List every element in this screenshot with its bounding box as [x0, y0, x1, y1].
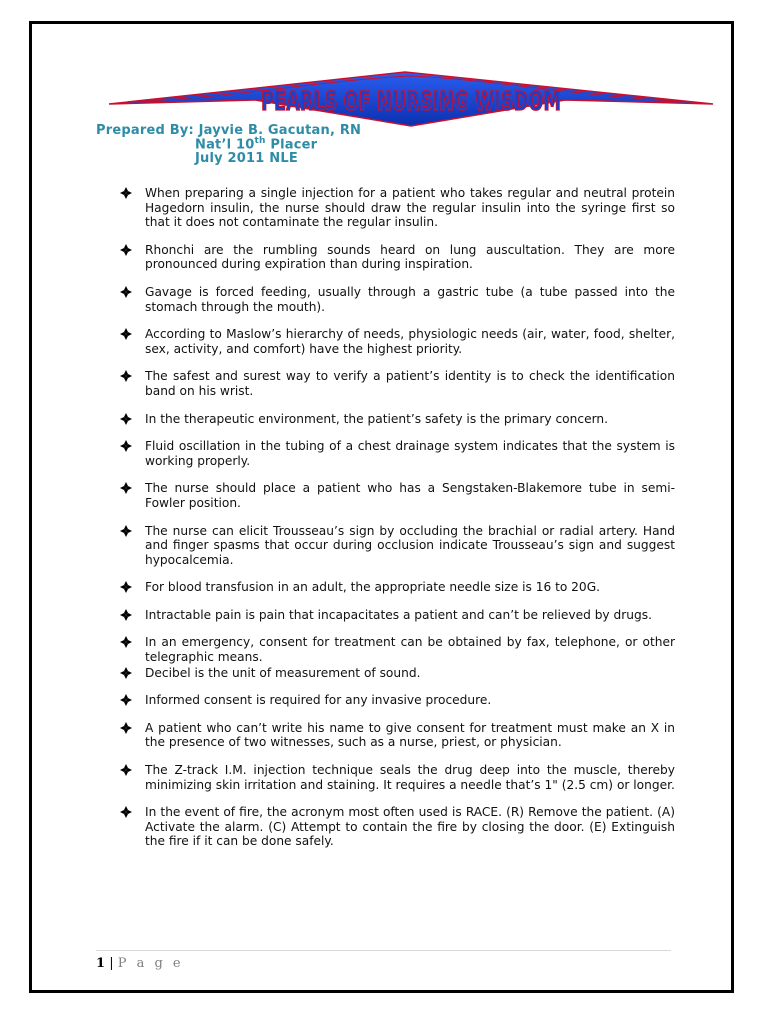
- placer-sup: th: [254, 136, 266, 146]
- diamond-bullet-icon: [119, 439, 133, 453]
- diamond-bullet-icon: [119, 666, 133, 680]
- list-item-text: Rhonchi are the rumbling sounds heard on lung auscultation. They are more pronounced during expiration than during inspiration.: [145, 242, 675, 272]
- list-item: [119, 693, 675, 708]
- wordart-text: PEARLS OF NURSING WISDOM: [261, 87, 561, 117]
- placer-line: [195, 136, 317, 152]
- list-item: [119, 524, 675, 568]
- list-item-text: In an emergency, consent for treatment can be obtained by fax, telephone, or other telegraphic means.: [145, 635, 675, 665]
- diamond-bullet-icon: [119, 693, 133, 707]
- list-item-text: The nurse can elicit Trousseau’s sign by occluding the brachial or radial artery. Hand and finger spasms that occur during occlusion indicate Trousseau’s sign and suggest hypocalcemia.: [145, 523, 675, 567]
- list-item: [119, 285, 675, 314]
- page-footer: [96, 956, 184, 971]
- list-item: [119, 580, 675, 595]
- list-item: [119, 481, 675, 510]
- list-item: [119, 369, 675, 398]
- diamond-bullet-icon: [119, 805, 133, 819]
- prepared-by-line: Prepared By: Jayvie B. Gacutan, RN: [96, 123, 362, 138]
- diamond-bullet-icon: [119, 327, 133, 341]
- list-item-text: The safest and surest way to verify a patient’s identity is to check the identification band on his wrist.: [145, 369, 675, 398]
- list-item-text: Gavage is forced feeding, usually through a gastric tube (a tube passed into the stomach through the mouth).: [145, 284, 675, 314]
- placer-suffix: Placer: [265, 137, 318, 153]
- diamond-bullet-icon: [119, 243, 133, 257]
- list-item-text: Informed consent is required for any invasive procedure.: [145, 693, 492, 708]
- list-item-text: When preparing a single injection for a patient who takes regular and neutral protein Hagedorn insulin, the nurse should draw the regular insulin into the syringe first so that it does not contaminate the regular insulin.: [145, 186, 675, 230]
- list-item-text: Intractable pain is pain that incapacitates a patient and can’t be relieved by drugs.: [145, 607, 652, 622]
- footer-divider: [96, 950, 671, 951]
- list-item-text: Fluid oscillation in the tubing of a chest drainage system indicates that the system is working properly.: [145, 439, 675, 468]
- list-item: [119, 327, 675, 356]
- diamond-bullet-icon: [119, 580, 133, 594]
- list-item: [119, 186, 675, 230]
- diamond-bullet-icon: [119, 721, 133, 735]
- footer-separator: |: [109, 956, 114, 971]
- list-item: [119, 721, 675, 750]
- list-item-text: According to Maslow’s hierarchy of needs, physiologic needs (air, water, food, shelter, sex, activity, and comfort) have the highest priority.: [145, 327, 675, 356]
- list-item: [119, 608, 675, 623]
- diamond-bullet-icon: [119, 635, 133, 649]
- diamond-bullet-icon: [119, 285, 133, 299]
- diamond-bullet-icon: [119, 524, 133, 538]
- list-item-text: The Z-track I.M. injection technique seals the drug deep into the muscle, thereby minimizing skin irritation and staining. It requires a needle that’s 1" (2.5 cm) or longer.: [145, 763, 675, 792]
- list-item-text: Decibel is the unit of measurement of sound.: [145, 665, 421, 680]
- diamond-bullet-icon: [119, 481, 133, 495]
- list-item: [119, 439, 675, 468]
- diamond-bullet-icon: [119, 608, 133, 622]
- exam-line: July 2011 NLE: [195, 151, 298, 166]
- diamond-bullet-icon: [119, 763, 133, 777]
- placer-prefix: Nat’l 10: [195, 137, 255, 153]
- list-item: [119, 635, 675, 664]
- tips-list: [119, 186, 675, 862]
- diamond-bullet-icon: [119, 412, 133, 426]
- page-label: P a g e: [117, 956, 184, 971]
- wordart-title: [105, 70, 717, 128]
- list-item-text: A patient who can’t write his name to give consent for treatment must make an X in the presence of two witnesses, such as a nurse, priest, or physician.: [145, 720, 675, 750]
- list-item: [119, 666, 675, 681]
- page-number: 1: [96, 956, 106, 971]
- list-item: [119, 763, 675, 792]
- diamond-bullet-icon: [119, 369, 133, 383]
- list-item-text: In the therapeutic environment, the patient’s safety is the primary concern.: [145, 411, 608, 426]
- list-item: [119, 805, 675, 849]
- list-item-text: The nurse should place a patient who has a Sengstaken-Blakemore tube in semi-Fowler position.: [145, 481, 675, 510]
- list-item-text: In the event of fire, the acronym most often used is RACE. (R) Remove the patient. (A) Activate the alarm. (C) Attempt to contain the fire by closing the door. (E) Extinguish the fire if it can be done safely.: [145, 805, 675, 849]
- list-item-text: For blood transfusion in an adult, the appropriate needle size is 16 to 20G.: [145, 580, 601, 595]
- list-item: [119, 412, 675, 427]
- diamond-bullet-icon: [119, 186, 133, 200]
- list-item: [119, 243, 675, 272]
